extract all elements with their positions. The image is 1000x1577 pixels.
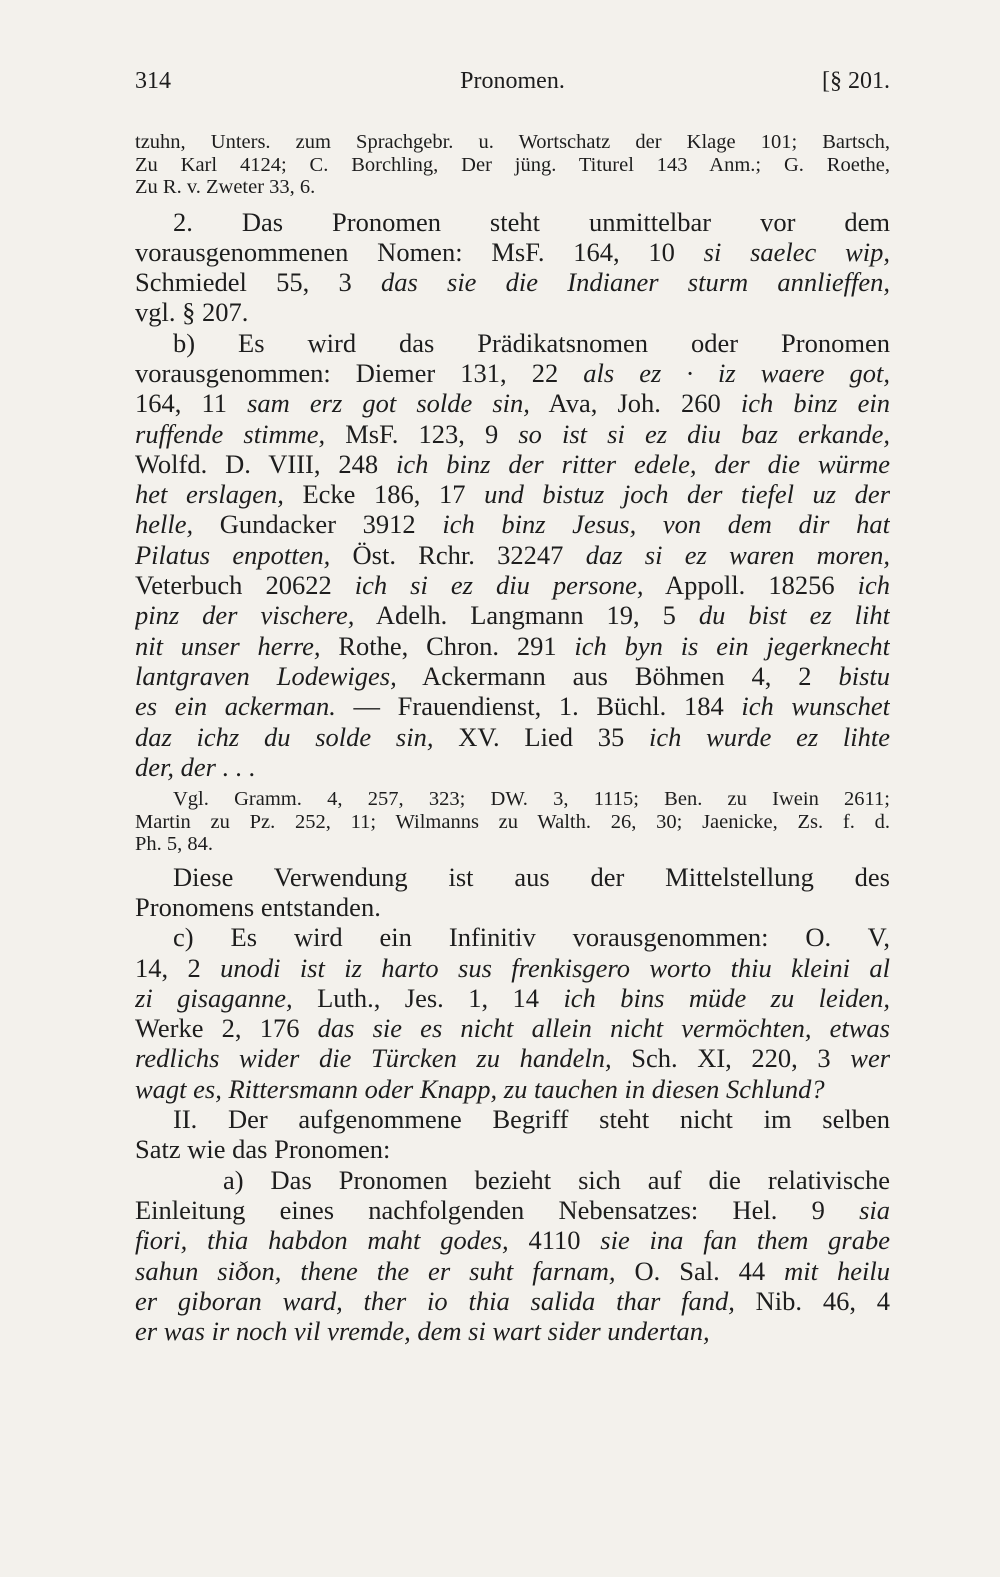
quoted-text: fiori, thia habdon maht godes,	[135, 1225, 509, 1256]
text-line	[135, 570, 890, 600]
text-line	[135, 600, 890, 630]
text-line	[135, 922, 890, 952]
text-line	[135, 752, 890, 782]
quoted-text: bistu	[838, 660, 890, 691]
text-line	[135, 328, 890, 358]
text-segment: Ph. 5, 84.	[135, 833, 214, 856]
reference-note	[135, 131, 890, 199]
text-line	[135, 1165, 890, 1195]
quoted-text: sia	[859, 1194, 890, 1225]
text-segment: Werke 2, 176	[135, 1013, 318, 1044]
text-segment: II. Der aufgenommene Begriff steht nicht im selben	[173, 1104, 890, 1135]
text-paragraph-block	[135, 207, 890, 783]
text-paragraph-block	[135, 862, 890, 1347]
quoted-text: daz ichz du solde sin,	[135, 721, 434, 752]
text-segment: XV. Lied 35	[433, 721, 649, 752]
quoted-text: wagt es, Rittersmann oder Knapp, zu tauchen in diesen Schlund?	[135, 1073, 825, 1104]
text-line	[135, 131, 890, 154]
text-line	[135, 479, 890, 509]
text-line	[135, 722, 890, 752]
text-line	[135, 661, 890, 691]
quoted-text: so ist si ez diu baz erkande,	[518, 418, 890, 449]
quoted-text: du bist ez liht	[698, 600, 890, 631]
quoted-text: wer	[850, 1043, 890, 1074]
text-segment: Adelh. Langmann 19, 5	[354, 600, 699, 631]
quoted-text: ich wurde ez lihte	[648, 721, 890, 752]
text-line	[135, 788, 890, 811]
text-segment: Ecke 186, 17	[283, 479, 485, 510]
text-segment: Zu Karl 4124; C. Borchling, Der jüng. Titurel 143 Anm.; G. Roethe,	[135, 153, 890, 176]
quoted-text: er was ir noch vil vremde, dem si wart sider undertan,	[135, 1316, 710, 1347]
text-line	[135, 540, 890, 570]
text-line	[135, 267, 890, 297]
text-segment: Vgl. Gramm. 4, 257, 323; DW. 3, 1115; Ben. zu Iwein 2611;	[173, 788, 890, 811]
quoted-text: ruffende stimme,	[135, 418, 326, 449]
running-title: Pronomen.	[460, 68, 565, 94]
text-line	[135, 862, 890, 892]
text-segment: tzuhn, Unters. zum Sprachgebr. u. Wortschatz der Klage 101; Bartsch,	[135, 131, 890, 153]
text-line	[135, 1043, 890, 1073]
text-line	[135, 1256, 890, 1286]
text-line	[135, 1013, 890, 1043]
text-segment: Schmiedel 55, 3	[135, 267, 381, 298]
text-line	[135, 419, 890, 449]
text-segment: Satz wie das Pronomen:	[135, 1134, 391, 1165]
quoted-text: mit heilu	[784, 1255, 890, 1286]
text-segment: O. Sal. 44	[615, 1255, 785, 1286]
quoted-text: als ez · iz waere got,	[583, 357, 890, 388]
quoted-text: zi gisaganne,	[135, 982, 293, 1013]
quoted-text: pinz der vischere,	[135, 600, 355, 631]
text-segment: MsF. 123, 9	[325, 418, 519, 449]
text-segment: Veterbuch 20622	[135, 570, 355, 601]
text-line	[135, 237, 890, 267]
quoted-text: das sie es nicht allein nicht vermöchten, etwas	[317, 1013, 890, 1044]
text-line	[135, 154, 890, 177]
text-segment: c) Es wird ein Infinitiv vorausgenommen: O. V,	[173, 922, 890, 953]
text-line	[135, 176, 890, 199]
text-line	[135, 1225, 890, 1255]
quoted-text: redlichs wider die Türcken zu handeln,	[135, 1043, 612, 1074]
text-segment: — Frauendienst, 1. Büchl. 184	[335, 691, 742, 722]
quoted-text: Pilatus enpotten,	[135, 539, 331, 570]
text-segment: Zu R. v. Zweter 33, 6.	[135, 176, 316, 198]
page-number: 314	[135, 68, 171, 94]
quoted-text: nit unser herre,	[135, 630, 321, 661]
quoted-text: ich	[857, 570, 890, 601]
text-segment: Diese Verwendung ist aus der Mittelstellung des	[173, 861, 890, 892]
text-segment: Ackermann aus Böhmen 4, 2	[396, 660, 839, 691]
text-line	[135, 691, 890, 721]
text-line	[135, 297, 890, 327]
text-line	[135, 388, 890, 418]
text-segment: 2. Das Pronomen steht unmittelbar vor dem	[173, 206, 890, 237]
quoted-text: lantgraven Lodewiges,	[135, 660, 397, 691]
quoted-text: ich wunschet	[741, 691, 890, 722]
quoted-text: und bistuz joch der tiefel uz der	[484, 479, 890, 510]
quoted-text: helle,	[135, 509, 194, 540]
quoted-text: es ein ackerman.	[135, 691, 336, 722]
text-segment: Luth., Jes. 1, 14	[292, 982, 564, 1013]
quoted-text: er giboran ward, ther io thia salida thar fand,	[135, 1285, 735, 1316]
text-line	[135, 1316, 890, 1346]
quoted-text: daz si ez waren moren,	[585, 539, 890, 570]
quoted-text: sahun siðon, thene the er suht farnam,	[135, 1255, 616, 1286]
quoted-text: ich byn is ein jegerknecht	[574, 630, 890, 661]
text-segment: Wolfd. D. VIII, 248	[135, 448, 397, 479]
text-line	[135, 509, 890, 539]
text-segment: Einleitung eines nachfolgenden Nebensatzes: Hel. 9	[135, 1194, 860, 1225]
text-segment: 14, 2	[135, 952, 221, 983]
text-line	[135, 1074, 890, 1104]
text-segment: vorausgenommen: Diemer 131, 22	[135, 357, 584, 388]
quoted-text: ich bins müde zu leiden,	[563, 982, 890, 1013]
text-segment: Appoll. 18256	[643, 570, 858, 601]
text-segment: Sch. XI, 220, 3	[611, 1043, 851, 1074]
text-segment: Martin zu Pz. 252, 11; Wilmanns zu Walth. 26, 30; Jaenicke, Zs. f. d.	[135, 810, 890, 833]
text-segment: Öst. Rchr. 32247	[330, 539, 586, 570]
text-segment: a) Das Pronomen bezieht sich auf die relativische	[223, 1164, 890, 1195]
text-line	[135, 1104, 890, 1134]
quoted-text: ich binz Jesus, von dem dir hat	[442, 509, 890, 540]
quoted-text: sie ina fan them grabe	[600, 1225, 890, 1256]
text-line	[135, 983, 890, 1013]
text-line	[135, 833, 890, 856]
reference-note	[135, 788, 890, 856]
quoted-text: ich si ez diu persone,	[354, 570, 644, 601]
text-segment: Gundacker 3912	[193, 509, 443, 540]
text-line	[135, 207, 890, 237]
text-segment: vgl. § 207.	[135, 297, 249, 328]
text-line	[135, 1134, 890, 1164]
text-line	[135, 953, 890, 983]
text-line	[135, 1286, 890, 1316]
text-line	[135, 358, 890, 388]
text-segment: b) Es wird das Prädikatsnomen oder Pronomen	[173, 327, 890, 358]
text-segment: Ava, Joh. 260	[529, 388, 741, 419]
quoted-text: ich binz ein	[740, 388, 890, 419]
text-line	[135, 892, 890, 922]
text-segment: Rothe, Chron. 291	[320, 630, 575, 661]
text-line	[135, 811, 890, 834]
text-line	[135, 631, 890, 661]
text-segment: Pronomens entstanden.	[135, 891, 381, 922]
text-line	[135, 1195, 890, 1225]
text-line	[135, 449, 890, 479]
quoted-text: ich binz der ritter edele, der die würme	[396, 448, 890, 479]
quoted-text: het erslagen,	[135, 479, 284, 510]
text-segment: 164, 11	[135, 388, 248, 419]
page-header	[135, 68, 890, 102]
quoted-text: si saelec wip,	[703, 236, 890, 267]
quoted-text: sam erz got solde sin,	[247, 388, 530, 419]
section-reference: [§ 201.	[822, 68, 890, 94]
text-segment: vorausgenommenen Nomen: MsF. 164, 10	[135, 236, 704, 267]
text-segment: Nib. 46, 4	[734, 1285, 890, 1316]
quoted-text: unodi ist iz harto sus frenkisgero worto thiu kleini al	[220, 952, 890, 983]
quoted-text: das sie die Indianer sturm annlieffen,	[380, 267, 890, 298]
text-segment: 4110	[508, 1225, 601, 1256]
quoted-text: der, der . . .	[135, 751, 256, 782]
body-text	[135, 131, 890, 1346]
